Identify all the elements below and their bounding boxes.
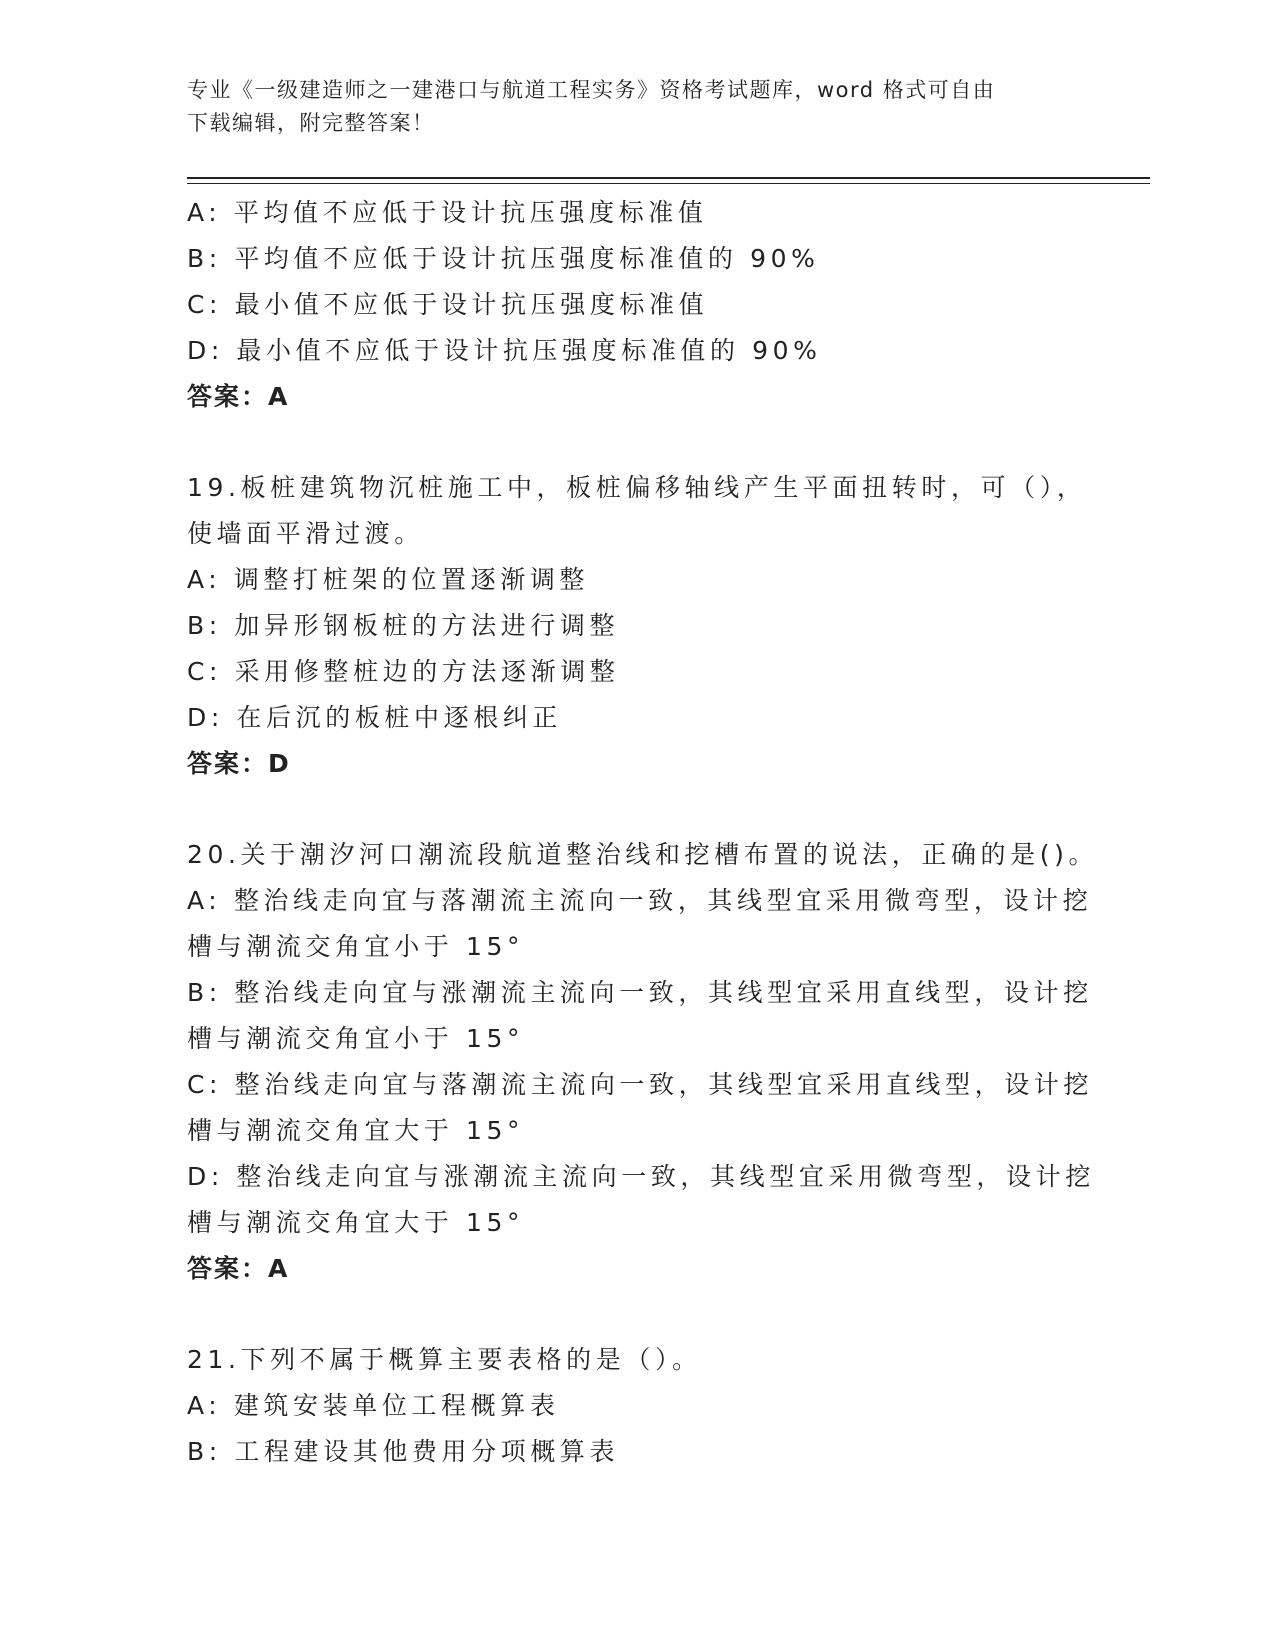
spacer xyxy=(187,420,1087,465)
option-c: C: 采用修整桩边的方法逐渐调整 xyxy=(187,657,620,686)
answer: 答案：A xyxy=(187,382,290,411)
question-list xyxy=(187,190,1099,1475)
option-b: B: 加异形钢板桩的方法进行调整 xyxy=(187,611,620,640)
option-a: A: 调整打桩架的位置逐渐调整 xyxy=(187,565,590,594)
header-line-1: 专业《一级建造师之一建港口与航道工程实务》资格考试题库，word 格式可自由 xyxy=(187,78,996,102)
question-19 xyxy=(187,465,1087,787)
spacer xyxy=(187,1292,1087,1337)
option-d-continued: 槽与潮流交角宜大于 15° xyxy=(187,1208,525,1237)
option-d: D: 整治线走向宜与涨潮流主流向一致，其线型宜采用微弯型，设计挖 xyxy=(187,1162,1095,1191)
option-a-continued: 槽与潮流交角宜小于 15° xyxy=(187,932,525,961)
question-stem-continued: 使墙面平滑过渡。 xyxy=(187,519,424,548)
option-b: B: 平均值不应低于设计抗压强度标准值的 90% xyxy=(187,244,820,273)
question-stem: 20.关于潮汐河口潮流段航道整治线和挖槽布置的说法，正确的是()。 xyxy=(187,840,1099,869)
option-a: A: 平均值不应低于设计抗压强度标准值 xyxy=(187,198,708,227)
option-a: A: 整治线走向宜与落潮流主流向一致，其线型宜采用微弯型，设计挖 xyxy=(187,886,1093,915)
option-b: B: 整治线走向宜与涨潮流主流向一致，其线型宜采用直线型，设计挖 xyxy=(187,978,1093,1007)
question-18 xyxy=(187,190,1087,420)
question-20 xyxy=(187,832,1099,1292)
header-rule-thick xyxy=(187,177,1150,179)
option-d: D: 在后沉的板桩中逐根纠正 xyxy=(187,703,563,732)
option-c: C: 整治线走向宜与落潮流主流向一致，其线型宜采用直线型，设计挖 xyxy=(187,1070,1094,1099)
option-d: D: 最小值不应低于设计抗压强度标准值的 90% xyxy=(187,336,822,365)
option-b-continued: 槽与潮流交角宜小于 15° xyxy=(187,1024,525,1053)
answer: 答案：A xyxy=(187,1254,290,1283)
option-c: C: 最小值不应低于设计抗压强度标准值 xyxy=(187,290,709,319)
question-21 xyxy=(187,1337,1087,1475)
option-b: B: 工程建设其他费用分项概算表 xyxy=(187,1437,620,1466)
option-c-continued: 槽与潮流交角宜大于 15° xyxy=(187,1116,525,1145)
document-header xyxy=(187,74,1067,140)
question-stem: 21.下列不属于概算主要表格的是（）。 xyxy=(187,1345,702,1374)
option-a: A: 建筑安装单位工程概算表 xyxy=(187,1391,560,1420)
spacer xyxy=(187,787,1087,832)
header-line-2: 下载编辑，附完整答案！ xyxy=(187,111,435,135)
answer: 答案：D xyxy=(187,749,291,778)
header-rule-thin xyxy=(187,183,1150,184)
question-stem: 19.板桩建筑物沉桩施工中，板桩偏移轴线产生平面扭转时，可（）， xyxy=(187,473,1087,502)
